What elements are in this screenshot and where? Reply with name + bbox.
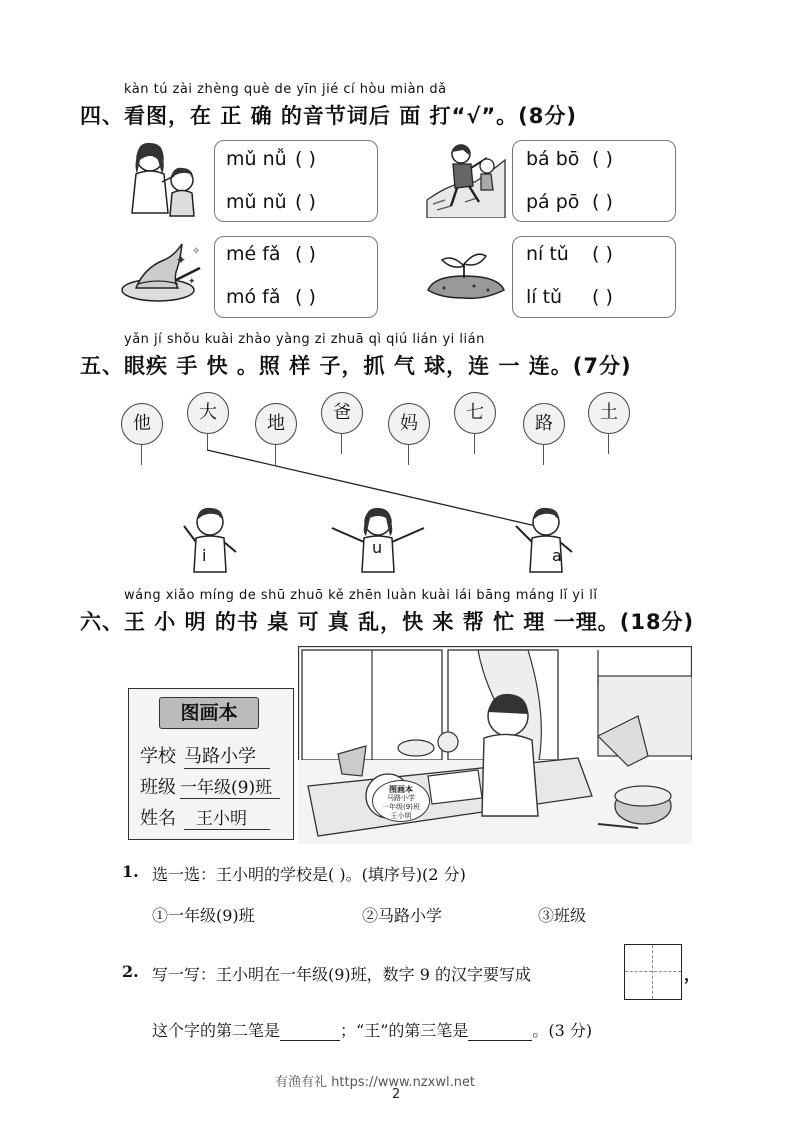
balloon-7[interactable]: 路 [523, 403, 565, 445]
desk-notebook-row1: 马路小学 [387, 794, 415, 802]
card-school-row: 学校 马路小学 [140, 742, 270, 769]
balloon-2[interactable]: 大 [187, 392, 229, 434]
card-class-row: 班级 一年级(9)班 [140, 773, 280, 799]
desk-notebook-mini [372, 780, 430, 822]
q1-option-3[interactable]: ③班级 [538, 906, 587, 925]
paren-1b[interactable]: ( ) [295, 191, 316, 213]
balloon-6[interactable]: 七 [454, 392, 496, 434]
card-name-row: 姓名 王小明 [140, 804, 270, 830]
child-letter-1: i [202, 546, 207, 565]
balloon-8[interactable]: 土 [588, 392, 630, 434]
option-2a[interactable]: bá bō [526, 148, 580, 170]
balloon-4[interactable]: 爸 [321, 392, 363, 434]
q2-line2-part-a: 这个字的第二笔是 [152, 1021, 281, 1040]
mother-daughter-picture [118, 138, 208, 218]
child-letter-2: u [372, 538, 383, 557]
paren-3b[interactable]: ( ) [295, 286, 316, 308]
q1-option-1[interactable]: ①一年级(9)班 [152, 906, 255, 925]
grid-vertical-guide [652, 945, 653, 999]
paren-1a[interactable]: ( ) [295, 148, 316, 170]
climbing-slope-picture [425, 140, 507, 218]
q2-line2-part-b: ；“王”的第三笔是 [340, 1021, 469, 1040]
q2-comma: ， [684, 965, 701, 984]
balloon-1[interactable]: 他 [121, 403, 163, 445]
sprout-soil-picture [424, 246, 508, 302]
balloon-string [543, 445, 544, 465]
balloon-string [341, 434, 342, 454]
option-4b[interactable]: lí tǔ [526, 286, 563, 308]
desk-notebook-row2: 一年级(9)班 [382, 803, 420, 811]
balloon-string [141, 445, 142, 465]
answer-blank-1[interactable] [280, 1021, 340, 1041]
svg-text:✦: ✦ [176, 253, 187, 267]
svg-text:✧: ✧ [192, 246, 201, 257]
paren-2b[interactable]: ( ) [592, 191, 613, 213]
option-4a[interactable]: ní tǔ [526, 243, 569, 265]
balloon-3[interactable]: 地 [255, 403, 297, 445]
option-1b[interactable]: mǔ nǔ [226, 191, 287, 213]
section4-pinyin: kàn tú zài zhèng què de yīn jié cí hòu miàn dǎ [124, 82, 447, 97]
section6-pinyin: wáng xiǎo míng de shū zhuō kě zhēn luàn kuài lái bāng máng lǐ yi lǐ [124, 588, 598, 603]
option-1a[interactable]: mǔ nǚ [226, 148, 287, 170]
q2-line2 [152, 1018, 592, 1041]
magic-hat-picture [118, 238, 208, 312]
child-boy-1 [180, 502, 242, 574]
option-2b[interactable]: pá pō [526, 191, 580, 213]
paren-2a[interactable]: ( ) [592, 148, 613, 170]
balloon-string [408, 445, 409, 465]
balloon-string [275, 445, 276, 465]
q1-number: 1. [122, 862, 139, 881]
child-letter-3: a [552, 546, 562, 565]
option-3b[interactable]: mó fǎ [226, 286, 281, 308]
desk-notebook-title: 图画本 [389, 785, 413, 794]
answer-blank-2[interactable] [468, 1021, 532, 1041]
grid-horizontal-guide [625, 971, 681, 972]
q2-number: 2. [122, 962, 139, 981]
desk-notebook-row3: 王小明 [390, 812, 412, 820]
balloon-string [207, 434, 208, 450]
section4-title: 四、看图，在 正 确 的音节词后 面 打“√”。(8分) [80, 104, 577, 128]
option-3a[interactable]: mé fǎ [226, 243, 281, 265]
balloon-string [608, 434, 609, 454]
balloon-string [474, 434, 475, 454]
q1-option-2[interactable]: ②马路小学 [362, 906, 443, 925]
q2-line2-part-c: 。(3 分) [532, 1021, 593, 1040]
q1-text: 选一选：王小明的学校是( )。(填序号)(2 分) [152, 865, 466, 884]
section6-title: 六、王 小 明 的书 桌 可 真 乱，快 来 帮 忙 理 一理。(18分) [80, 610, 695, 634]
q2-text: 写一写：王小明在一年级(9)班，数字 9 的汉字要写成 [152, 965, 532, 984]
page-number: 2 [392, 1087, 401, 1102]
messy-desk-picture [298, 646, 692, 844]
section5-pinyin: yǎn jí shǒu kuài zhào yàng zi zhuā qì qiú lián yi lián [124, 332, 485, 347]
notebook-title: 图画本 [159, 697, 259, 729]
paren-4a[interactable]: ( ) [592, 243, 613, 265]
balloon-5[interactable]: 妈 [388, 403, 430, 445]
paren-4b[interactable]: ( ) [592, 286, 613, 308]
svg-text:✦: ✦ [188, 277, 196, 287]
tianzige-writing-box[interactable] [624, 944, 682, 1000]
watermark: 有渔有礼 https://www.nzxwl.net [275, 1075, 476, 1090]
paren-3a[interactable]: ( ) [295, 243, 316, 265]
child-boy-2 [512, 502, 576, 574]
section5-title: 五、眼疾 手 快 。照 样 子，抓 气 球，连 一 连。(7分) [80, 354, 632, 378]
